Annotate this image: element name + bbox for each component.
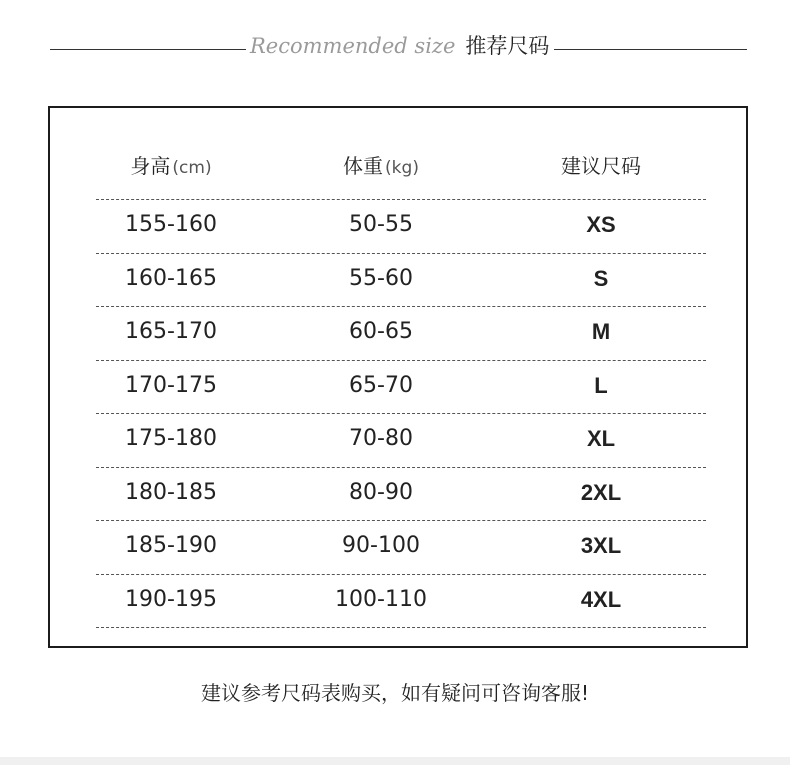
footer-note: 建议参考尺码表购买，如有疑问可咨询客服!	[200, 681, 590, 705]
row-divider	[96, 627, 706, 628]
size-cell: S	[593, 265, 609, 291]
header-height-unit: (cm)	[172, 158, 212, 178]
table-row	[96, 199, 706, 253]
size-cell: XL	[586, 426, 616, 451]
table-row	[96, 253, 706, 307]
height-cell: 175-180	[125, 426, 217, 451]
table-header-row	[96, 108, 706, 200]
weight-cell: 80-90	[349, 479, 413, 505]
size-cell: M	[591, 319, 611, 344]
weight-cell: 100-110	[335, 586, 427, 612]
weight-cell: 50-55	[349, 212, 413, 237]
header-height	[96, 150, 246, 179]
table-row	[96, 413, 706, 467]
size-cell: 2XL	[580, 479, 622, 505]
header-size-label: 建议尺码	[561, 154, 641, 178]
header-title-en: Recommended size	[250, 34, 456, 58]
header-weight	[306, 150, 456, 179]
height-cell: 180-185	[125, 479, 217, 505]
weight-cell: 70-80	[349, 426, 413, 451]
height-cell: 155-160	[125, 212, 217, 237]
height-cell: 160-165	[125, 265, 217, 291]
section-header	[0, 28, 790, 64]
header-size	[526, 150, 676, 179]
header-rule-left	[50, 49, 246, 50]
weight-cell: 90-100	[342, 533, 420, 558]
table-row	[96, 306, 706, 360]
table-row	[96, 520, 706, 574]
weight-cell: 65-70	[349, 372, 413, 398]
header-weight-unit: (kg)	[385, 158, 419, 178]
height-cell: 165-170	[125, 319, 217, 344]
weight-cell: 60-65	[349, 319, 413, 344]
size-cell: 4XL	[580, 586, 622, 612]
header-height-label: 身高	[130, 154, 171, 178]
header-rule-right	[554, 49, 747, 50]
size-cell: L	[594, 372, 608, 398]
table-row	[96, 574, 706, 628]
weight-cell: 55-60	[349, 265, 413, 291]
table-row	[96, 467, 706, 521]
size-cell: XS	[586, 212, 616, 237]
table-row	[96, 360, 706, 414]
size-chart-frame	[48, 106, 748, 648]
height-cell: 190-195	[125, 586, 217, 612]
header-title-zh: 推荐尺码	[465, 34, 550, 58]
height-cell: 170-175	[125, 372, 217, 398]
size-cell: 3XL	[580, 533, 622, 558]
header-title	[250, 28, 549, 64]
header-weight-label: 体重	[343, 154, 384, 178]
height-cell: 185-190	[125, 533, 217, 558]
bottom-band	[0, 757, 790, 765]
